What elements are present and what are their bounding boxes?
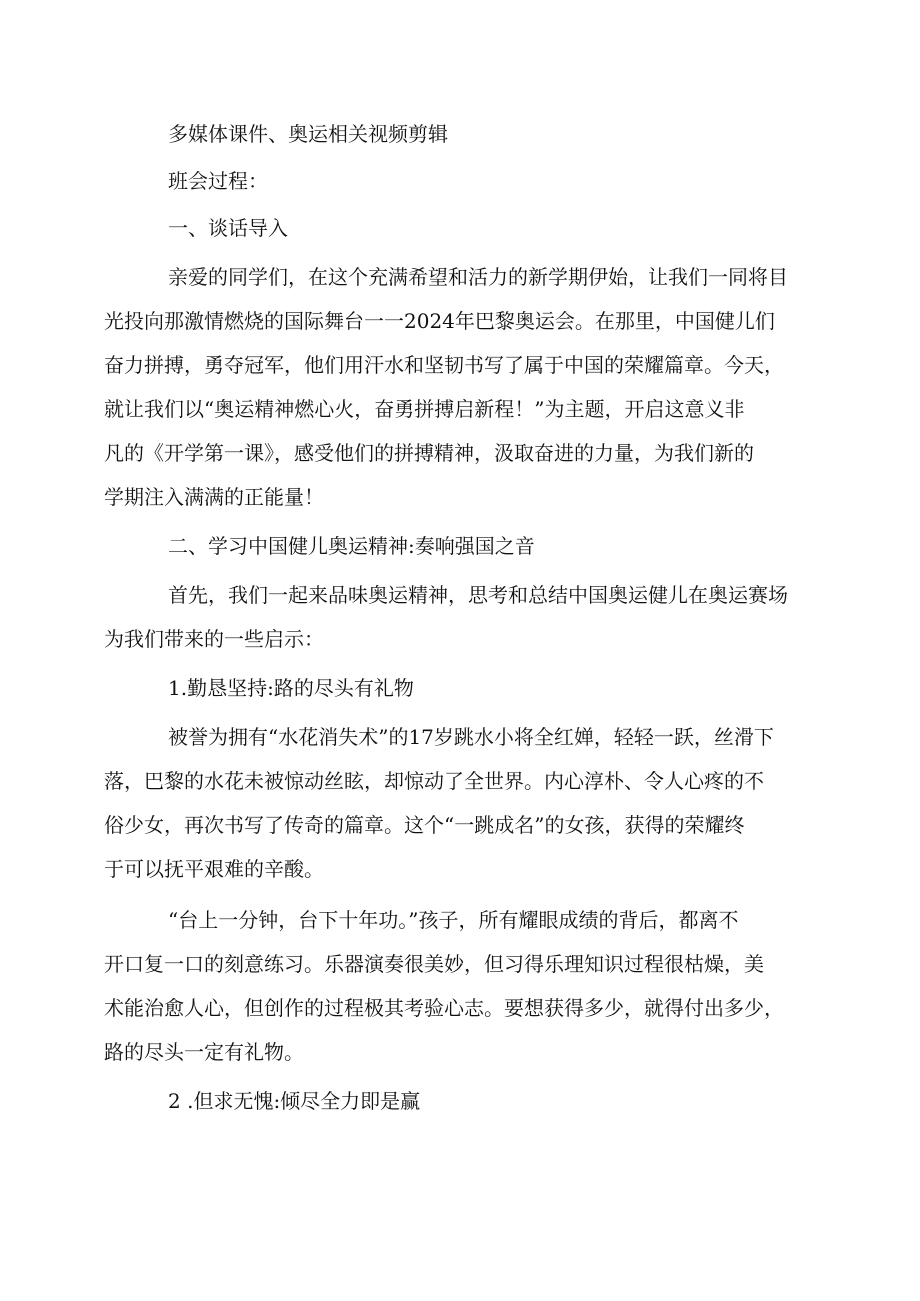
paragraph-line: 就让我们以“奥运精神燃心火，奋勇拼搏启新程！”为主题，开启这意义非 <box>104 397 745 421</box>
point1-paragraph-2 <box>104 898 800 1074</box>
paragraph-line: 开口复一口的刻意练习。乐器演奏很美妙，但习得乐理知识过程很枯燥，美 <box>104 952 764 976</box>
materials-line: 多媒体课件、奥运相关视频剪辑 <box>168 122 448 146</box>
paragraph-line: 光投向那激情燃烧的国际舞台一一2024年巴黎奥运会。在那里，中国健儿们 <box>104 309 775 333</box>
paragraph-line: 凡的《开学第一课》，感受他们的拼搏精神，汲取奋进的力量，为我们新的 <box>104 441 754 465</box>
point1-paragraph <box>104 715 800 891</box>
paragraph-line: “台上一分钟，台下十年功。”孩子，所有耀眼成绩的背后，都离不 <box>168 908 739 932</box>
paragraph-line: 学期注入满满的正能量！ <box>104 485 324 509</box>
paragraph-line: 亲爱的同学们，在这个充满希望和活力的新学期伊始，让我们一同将目 <box>168 265 788 289</box>
paragraph-line: 首先，我们一起来品味奥运精神，思考和总结中国奥运健儿在奥运赛场 <box>168 583 788 607</box>
paragraph-line: 于可以抚平艰难的辛酸。 <box>104 857 324 881</box>
point-heading-1: 1.勤恳坚持:路的尽头有礼物 <box>168 676 414 700</box>
process-label: 班会过程： <box>168 169 268 193</box>
paragraph-line: 路的尽头一定有礼物。 <box>104 1040 304 1064</box>
section-heading-1: 一、谈话导入 <box>168 216 288 240</box>
paragraph-line: 为我们带来的一些启示： <box>104 627 324 651</box>
document-body <box>104 114 800 1128</box>
paragraph-line: 落，巴黎的水花未被惊动丝眩，却惊动了全世界。内心淳朴、令人心疼的不 <box>104 769 764 793</box>
section2-intro-paragraph <box>104 573 800 661</box>
paragraph-line: 被誉为拥有“水花消失术”的17岁跳水小将全红婵，轻轻一跃，丝滑下 <box>168 725 774 749</box>
intro-paragraph <box>104 255 800 519</box>
section-heading-2: 二、学习中国健儿奥运精神:奏响强国之音 <box>168 534 535 558</box>
point-heading-2: 2 .但求无愧:倾尽全力即是赢 <box>168 1089 421 1113</box>
paragraph-line: 奋力拼搏，勇夺冠军，他们用汗水和坚韧书写了属于中国的荣耀篇章。今天， <box>104 353 784 377</box>
paragraph-line: 术能治愈人心，但创作的过程极其考验心志。要想获得多少，就得付出多少， <box>104 996 784 1020</box>
paragraph-line: 俗少女，再次书写了传奇的篇章。这个“一跳成名”的女孩，获得的荣耀终 <box>104 813 745 837</box>
